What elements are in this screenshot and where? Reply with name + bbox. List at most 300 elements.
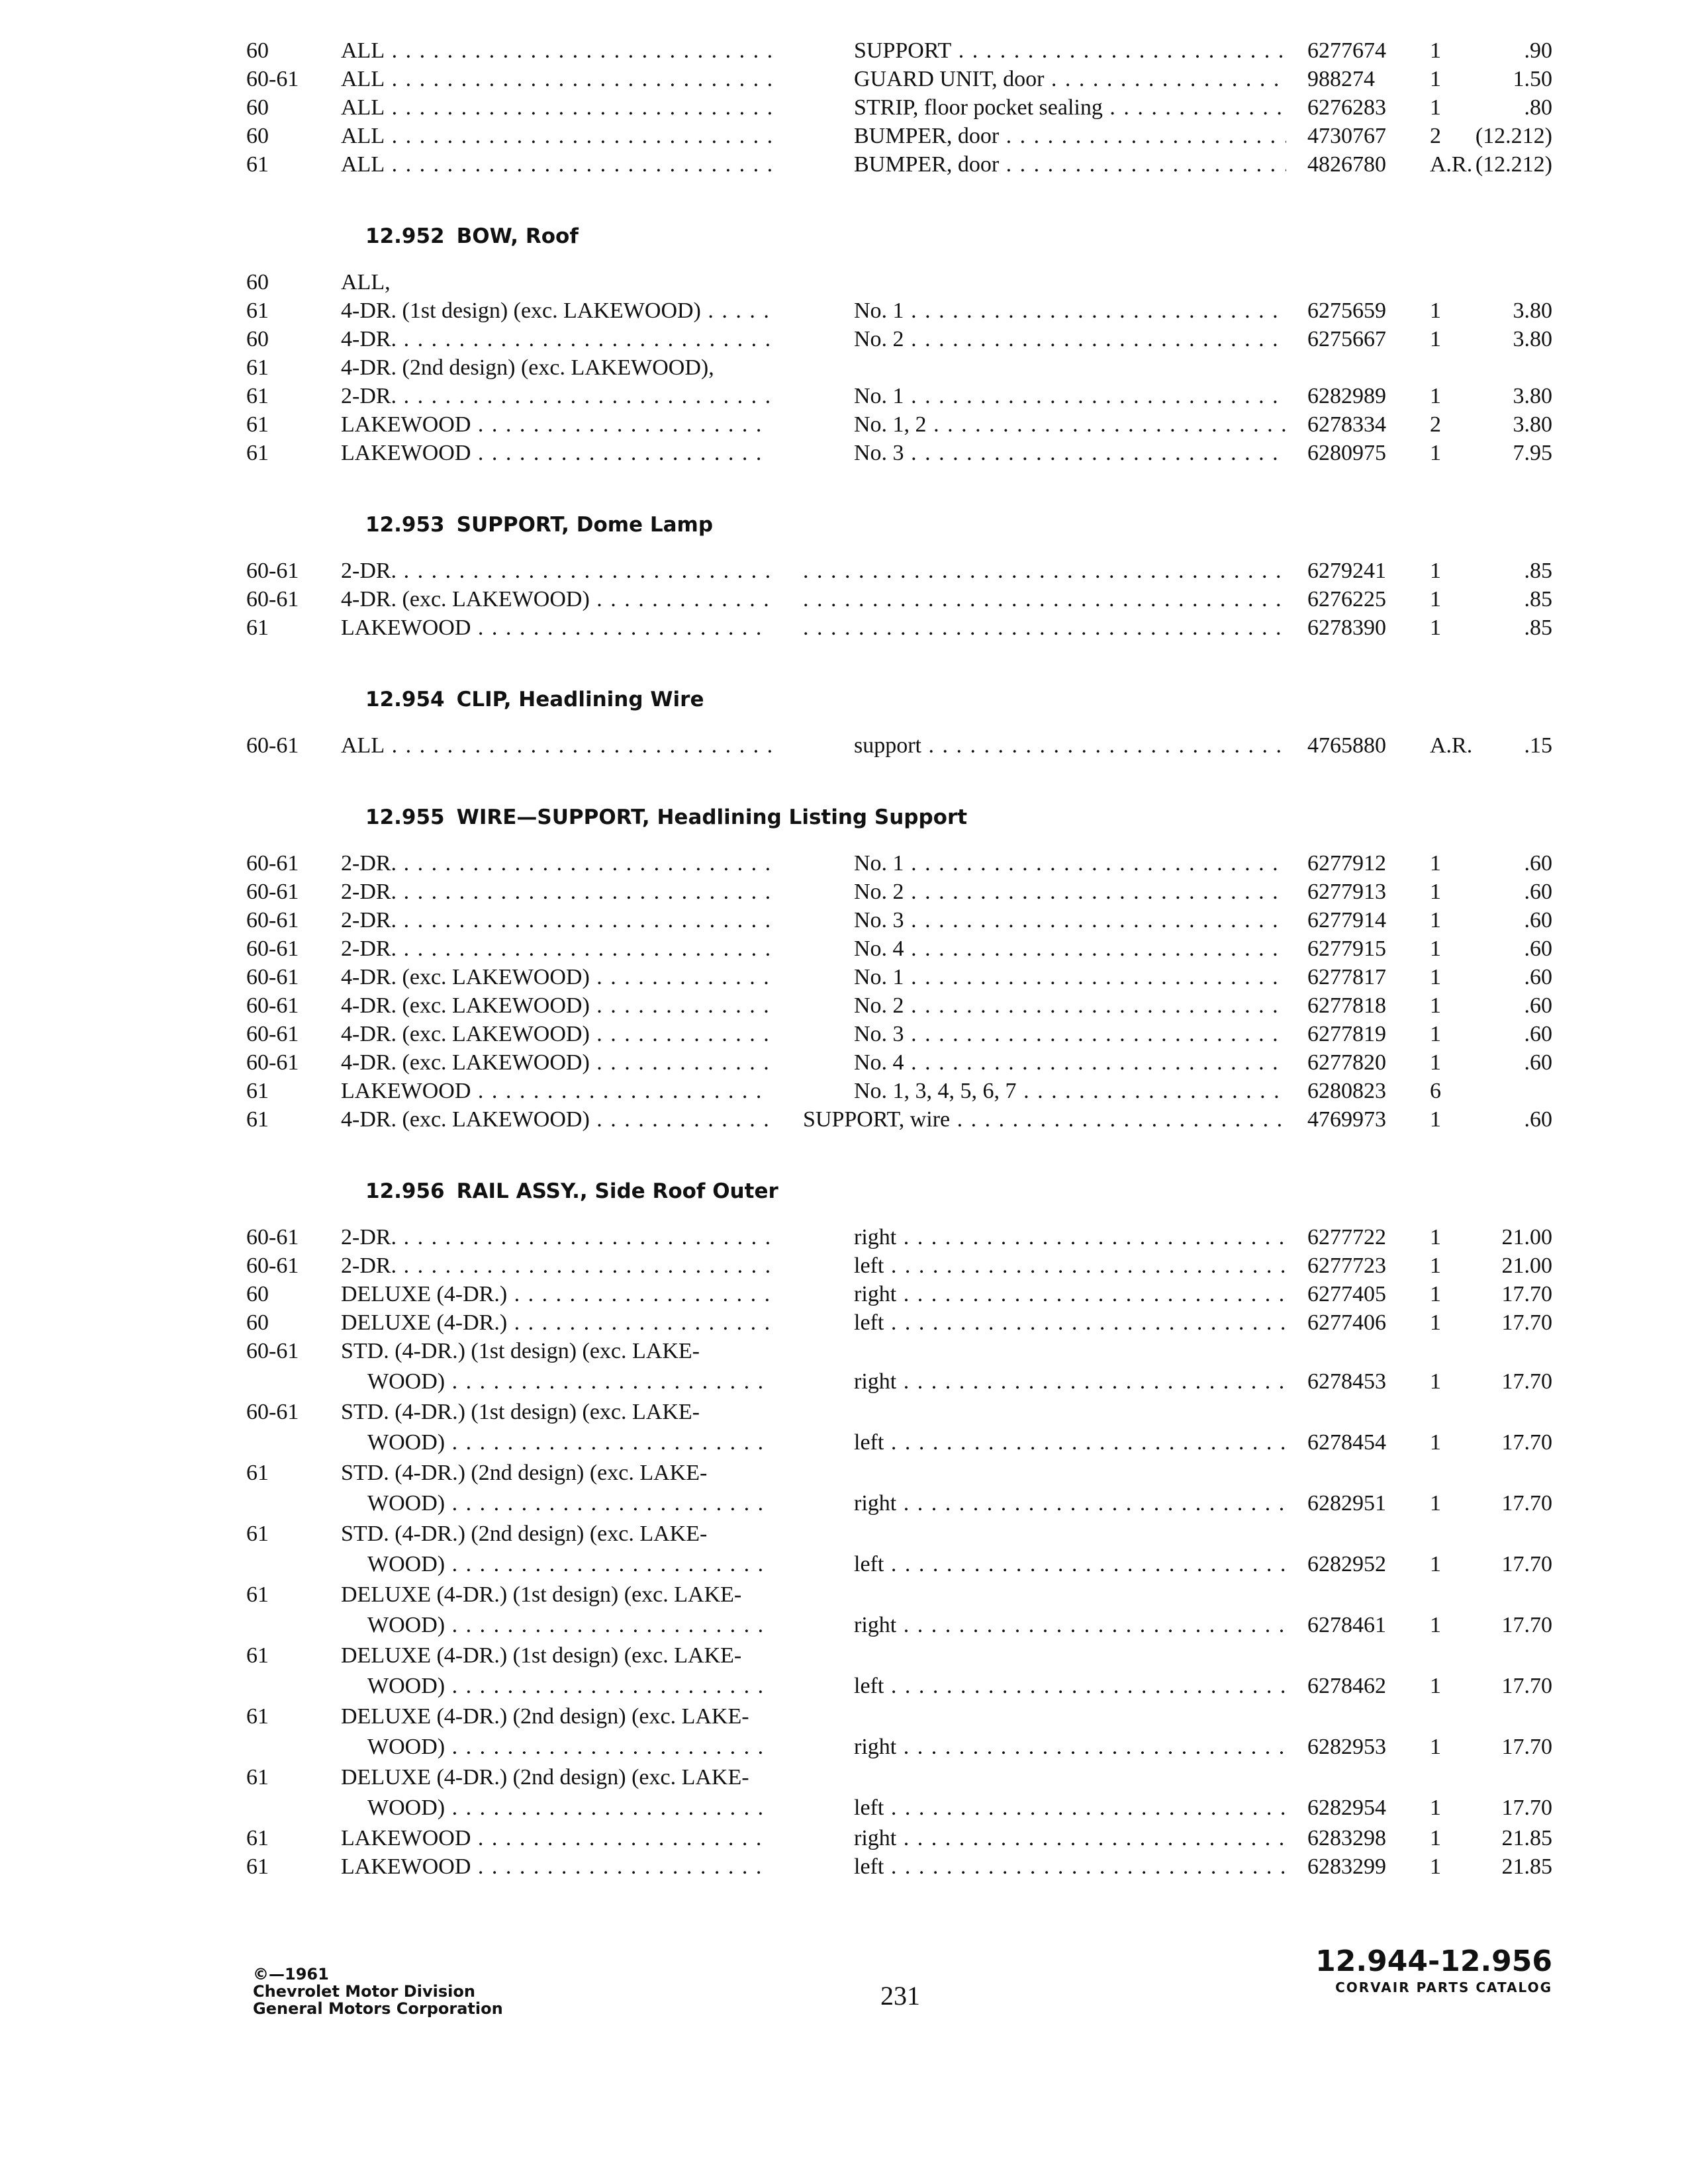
year-cell: 60 [246,270,269,295]
year-cell: 60-61 [246,559,299,583]
model-text: 4-DR. (exc. LAKEWOOD) . . . [341,1050,771,1075]
table-row [0,1520,1688,1580]
model-text: LAKEWOOD . . . [341,1854,771,1879]
model-cell [341,296,771,325]
description-text: No. 2 . . . [854,880,1286,904]
year-cell: 60-61 [246,733,299,758]
description-text: left . . . [854,1674,1286,1698]
quantity: 1 [1430,1107,1441,1132]
table-row [0,585,1688,614]
model-cell [341,849,771,878]
table-row [0,1223,1688,1251]
description-text: left . . . [854,1552,1286,1576]
description-text: No. 3 . . . [854,441,1286,465]
quantity: 1 [1430,1674,1441,1698]
description-text: left . . . [854,1310,1286,1335]
description-text: No. 1, 2 . . . [854,412,1286,437]
model-text: WOOD) . . . [367,1491,771,1516]
section-heading [0,1160,1688,1223]
model-text: 4-DR. (1st design) (exc. LAKEWOOD) . . . [341,298,771,323]
price: 17.70 [1501,1282,1552,1306]
model-text: ALL . . . [341,733,771,758]
price: 1.50 [1513,67,1552,91]
description-cell [854,878,1286,906]
table-row [0,934,1688,963]
description-text: right . . . [854,1735,1286,1759]
section-title: SUPPORT, Dome Lamp [456,513,714,537]
year-cell: 61 [246,1826,269,1850]
table-row [0,1641,1688,1702]
description-cell [854,36,1286,65]
description-text [803,587,1286,612]
part-number: 6278453 [1307,1369,1386,1394]
description-cell [854,731,1286,760]
part-number: 6283299 [1307,1854,1386,1879]
model-text: 4-DR. (exc. LAKEWOOD) . . . [341,965,771,989]
price: .90 [1524,38,1552,63]
quantity: 1 [1430,615,1441,640]
price: .60 [1524,1050,1552,1075]
description-cell [803,585,1286,614]
table-row [0,410,1688,439]
model-cell [341,1251,771,1280]
description-text: No. 1 . . . [854,851,1286,876]
year-cell: 60-61 [246,1339,299,1363]
model-line-continued [367,1611,771,1639]
table-row [0,991,1688,1020]
description-text: left . . . [854,1796,1286,1820]
year-cell: 61 [246,1461,269,1485]
year-cell: 60-61 [246,1253,299,1278]
model-cell [341,878,771,906]
model-text: 2-DR. . . . [341,1225,771,1250]
model-text: 2-DR. . . . [341,880,771,904]
quantity: 1 [1430,1430,1441,1455]
section-code: 12.955 [365,805,445,829]
year-cell: 60 [246,327,269,351]
description-cell [854,963,1286,991]
description-text: No. 3 . . . [854,1022,1286,1046]
part-number: 6278390 [1307,615,1386,640]
part-number: 6277817 [1307,965,1386,989]
table-row [0,1337,1688,1398]
part-number: 6278334 [1307,412,1386,437]
table-row [0,1398,1688,1459]
description-text: STRIP, floor pocket sealing . . . [854,95,1286,120]
description-cell [803,1105,1286,1134]
parts-listing [0,36,1688,1881]
description-cell [854,1077,1286,1105]
model-text: 4-DR. (exc. LAKEWOOD) . . . [341,993,771,1018]
description-text: right . . . [854,1369,1286,1394]
year-cell: 61 [246,1582,269,1607]
quantity: 6 [1430,1079,1441,1103]
model-cell [341,906,771,934]
section-heading [0,668,1688,731]
table-row [0,325,1688,353]
section-title: RAIL ASSY., Side Roof Outer [456,1179,778,1203]
description-cell [854,93,1286,122]
model-cell [341,93,771,122]
model-text: LAKEWOOD . . . [341,1826,771,1850]
description-cell [854,1367,1286,1396]
quantity: A.R. [1430,733,1473,758]
model-text: LAKEWOOD . . . [341,441,771,465]
price: 21.85 [1501,1826,1552,1850]
description-cell [854,122,1286,150]
part-number: 6277912 [1307,851,1386,876]
price: .60 [1524,908,1552,933]
model-text: 2-DR. . . . [341,936,771,961]
part-number: 6283298 [1307,1826,1386,1850]
price: 17.70 [1501,1613,1552,1637]
description-cell [854,1611,1286,1639]
quantity: 1 [1430,965,1441,989]
price: 17.70 [1501,1310,1552,1335]
year-cell: 61 [246,1522,269,1546]
model-cell [341,36,771,65]
year-cell: 61 [246,615,269,640]
description-cell [854,410,1286,439]
model-cell [341,557,771,585]
model-text: 2-DR. . . . [341,384,771,408]
description-text: BUMPER, door . . . [854,124,1286,148]
description-cell [854,1733,1286,1761]
year-cell: 60 [246,1282,269,1306]
model-line-continued [367,1733,771,1761]
description-text: No. 1 . . . [854,298,1286,323]
quantity: 1 [1430,1491,1441,1516]
table-row [0,93,1688,122]
description-cell [803,614,1286,642]
description-text: support . . . [854,733,1286,758]
price: 17.70 [1501,1735,1552,1759]
description-text: SUPPORT, wire . . . [803,1107,1286,1132]
price: 17.70 [1501,1430,1552,1455]
table-row [0,1459,1688,1520]
copyright: ©—1961 [253,1965,329,1983]
table-row [0,963,1688,991]
quantity: 1 [1430,1735,1441,1759]
quantity: 1 [1430,1253,1441,1278]
model-text: 2-DR. . . . [341,851,771,876]
description-cell [854,1672,1286,1700]
table-row [0,1824,1688,1852]
price: .60 [1524,1022,1552,1046]
model-text: 2-DR. . . . [341,559,771,583]
year-cell: 60-61 [246,965,299,989]
quantity: 1 [1430,559,1441,583]
part-number: 4826780 [1307,152,1386,177]
model-cell [341,1223,771,1251]
table-row [0,731,1688,760]
price: .60 [1524,965,1552,989]
quantity: 1 [1430,441,1441,465]
section-heading [0,786,1688,849]
description-cell [854,1048,1286,1077]
part-number: 6282954 [1307,1796,1386,1820]
year-cell: 60 [246,95,269,120]
price: 3.80 [1513,327,1552,351]
model-cell [341,1077,771,1105]
part-number: 6282952 [1307,1552,1386,1576]
table-row [0,150,1688,179]
part-number: 988274 [1307,67,1375,91]
section-code: 12.953 [365,513,445,537]
year-cell: 61 [246,298,269,323]
part-number: 6280975 [1307,441,1386,465]
model-line: STD. (4-DR.) (1st design) (exc. LAKE- [341,1339,700,1363]
section-range: 12.944-12.956 [1315,1944,1552,1978]
section-code: 12.952 [365,224,445,248]
part-number: 6276283 [1307,95,1386,120]
table-row [0,878,1688,906]
price: .60 [1524,936,1552,961]
price: .15 [1524,733,1552,758]
price: 21.00 [1501,1253,1552,1278]
description-cell [854,1308,1286,1337]
price: .85 [1524,559,1552,583]
quantity: 1 [1430,1225,1441,1250]
table-row [0,1852,1688,1881]
table-row [0,1763,1688,1824]
part-number: 6277820 [1307,1050,1386,1075]
quantity: 1 [1430,384,1441,408]
description-cell [854,1223,1286,1251]
description-text: right . . . [854,1225,1286,1250]
model-text: ALL . . . [341,38,771,63]
description-text: left . . . [854,1854,1286,1879]
table-row [0,353,1688,382]
model-text: DELUXE (4-DR.) . . . [341,1310,771,1335]
price: 17.70 [1501,1552,1552,1576]
description-cell [854,65,1286,93]
description-cell [854,382,1286,410]
price: .85 [1524,615,1552,640]
description-cell [854,1280,1286,1308]
part-number: 6282953 [1307,1735,1386,1759]
model-line: STD. (4-DR.) (2nd design) (exc. LAKE- [341,1522,708,1546]
model-text: 4-DR. (exc. LAKEWOOD) . . . [341,587,771,612]
model-line: DELUXE (4-DR.) (2nd design) (exc. LAKE- [341,1765,749,1790]
model-text: WOOD) . . . [367,1796,771,1820]
model-cell [341,1020,771,1048]
quantity: 1 [1430,880,1441,904]
model-cell [341,1308,771,1337]
year-cell: 61 [246,355,269,380]
description-text: No. 1, 3, 4, 5, 6, 7 . . . [854,1079,1286,1103]
model-text: LAKEWOOD . . . [341,412,771,437]
table-row [0,439,1688,467]
price: .85 [1524,587,1552,612]
model-text: 4-DR. (exc. LAKEWOOD) . . . [341,1107,771,1132]
model-line-continued [367,1794,771,1822]
quantity: 1 [1430,587,1441,612]
description-cell [854,150,1286,179]
model-text: WOOD) . . . [367,1613,771,1637]
quantity: 1 [1430,1826,1441,1850]
year-cell: 61 [246,441,269,465]
description-cell [854,934,1286,963]
price: 3.80 [1513,384,1552,408]
model-cell [341,382,771,410]
year-cell: 60-61 [246,1022,299,1046]
price: 21.85 [1501,1854,1552,1879]
table-row [0,382,1688,410]
price: 17.70 [1501,1674,1552,1698]
model-cell [341,731,771,760]
page-number: 231 [880,1981,920,2011]
quantity: 2 [1430,412,1441,437]
model-text: WOOD) . . . [367,1430,771,1455]
year-cell: 60-61 [246,993,299,1018]
part-number: 6276225 [1307,587,1386,612]
table-row [0,1251,1688,1280]
model-text: 2-DR. . . . [341,1253,771,1278]
section-gap [0,179,1688,205]
section-title: CLIP, Headlining Wire [456,688,704,711]
part-number: 6275667 [1307,327,1386,351]
description-cell [854,1428,1286,1457]
part-number: 6277819 [1307,1022,1386,1046]
price: 17.70 [1501,1369,1552,1394]
footer-publisher [253,1966,503,2017]
quantity: 2 [1430,124,1441,148]
model-cell [341,1824,771,1852]
description-cell [854,849,1286,878]
part-number: 6280823 [1307,1079,1386,1103]
table-row [0,614,1688,642]
price: .60 [1524,993,1552,1018]
section-gap [0,760,1688,786]
year-cell: 60 [246,124,269,148]
section-gap [0,1134,1688,1160]
quantity: 1 [1430,1854,1441,1879]
model-text: WOOD) . . . [367,1369,771,1394]
model-line: DELUXE (4-DR.) (1st design) (exc. LAKE- [341,1643,742,1668]
description-cell [854,325,1286,353]
year-cell: 61 [246,1079,269,1103]
model-cell [341,1280,771,1308]
part-number: 6277406 [1307,1310,1386,1335]
model-line-continued [367,1489,771,1518]
footer-catalog [1315,1944,1552,1996]
model-text: ALL, [341,270,391,295]
table-row [0,122,1688,150]
price: 17.70 [1501,1491,1552,1516]
price: .60 [1524,851,1552,876]
year-cell: 60-61 [246,1225,299,1250]
part-number: 6275659 [1307,298,1386,323]
year-cell: 60-61 [246,880,299,904]
description-text: SUPPORT . . . [854,38,1286,63]
description-cell [854,1824,1286,1852]
table-row [0,1308,1688,1337]
price: .60 [1524,880,1552,904]
description-text [803,559,1286,583]
model-text: WOOD) . . . [367,1735,771,1759]
quantity: 1 [1430,1613,1441,1637]
year-cell: 61 [246,412,269,437]
model-cell [341,1852,771,1881]
price: (12.212) [1475,124,1552,148]
part-number: 4765880 [1307,733,1386,758]
table-row [0,1020,1688,1048]
quantity: 1 [1430,38,1441,63]
quantity: 1 [1430,1282,1441,1306]
part-number: 6282989 [1307,384,1386,408]
year-cell: 61 [246,384,269,408]
description-cell [854,991,1286,1020]
model-text: 4-DR. (exc. LAKEWOOD) . . . [341,1022,771,1046]
model-cell [341,353,771,382]
table-row [0,557,1688,585]
year-cell: 61 [246,1643,269,1668]
table-row [0,1048,1688,1077]
model-text: LAKEWOOD . . . [341,615,771,640]
section-gap [0,642,1688,668]
model-text: DELUXE (4-DR.) . . . [341,1282,771,1306]
year-cell: 60 [246,38,269,63]
model-cell [341,934,771,963]
description-text: right . . . [854,1826,1286,1850]
part-number: 6277722 [1307,1225,1386,1250]
quantity: 1 [1430,1050,1441,1075]
model-text: 4-DR. . . . [341,327,771,351]
model-line-continued [367,1672,771,1700]
description-text: GUARD UNIT, door . . . [854,67,1286,91]
description-text: left . . . [854,1430,1286,1455]
part-number: 4769973 [1307,1107,1386,1132]
year-cell: 60-61 [246,1050,299,1075]
part-number: 6278454 [1307,1430,1386,1455]
table-row [0,268,1688,296]
price: 3.80 [1513,412,1552,437]
model-cell [341,614,771,642]
model-line: STD. (4-DR.) (2nd design) (exc. LAKE- [341,1461,708,1485]
part-number: 6277914 [1307,908,1386,933]
quantity: 1 [1430,993,1441,1018]
description-text: No. 1 . . . [854,384,1286,408]
table-row [0,65,1688,93]
description-cell [854,1550,1286,1578]
table-row [0,1702,1688,1763]
price: .80 [1524,95,1552,120]
year-cell: 60-61 [246,67,299,91]
description-cell [854,1251,1286,1280]
quantity: 1 [1430,1552,1441,1576]
description-text: right . . . [854,1491,1286,1516]
price: .60 [1524,1107,1552,1132]
description-text: No. 4 . . . [854,936,1286,961]
model-cell [341,963,771,991]
section-title: BOW, Roof [456,224,579,248]
quantity: A.R. [1430,152,1473,177]
table-row [0,849,1688,878]
model-cell [341,410,771,439]
division-name: Chevrolet Motor Division [253,1982,475,2001]
price: (12.212) [1475,152,1552,177]
model-cell [341,585,771,614]
table-row [0,1077,1688,1105]
part-number: 6277674 [1307,38,1386,63]
year-cell: 60 [246,1310,269,1335]
description-text: No. 1 . . . [854,965,1286,989]
description-cell [854,1852,1286,1881]
table-row [0,1280,1688,1308]
part-number: 6282951 [1307,1491,1386,1516]
table-row [0,906,1688,934]
